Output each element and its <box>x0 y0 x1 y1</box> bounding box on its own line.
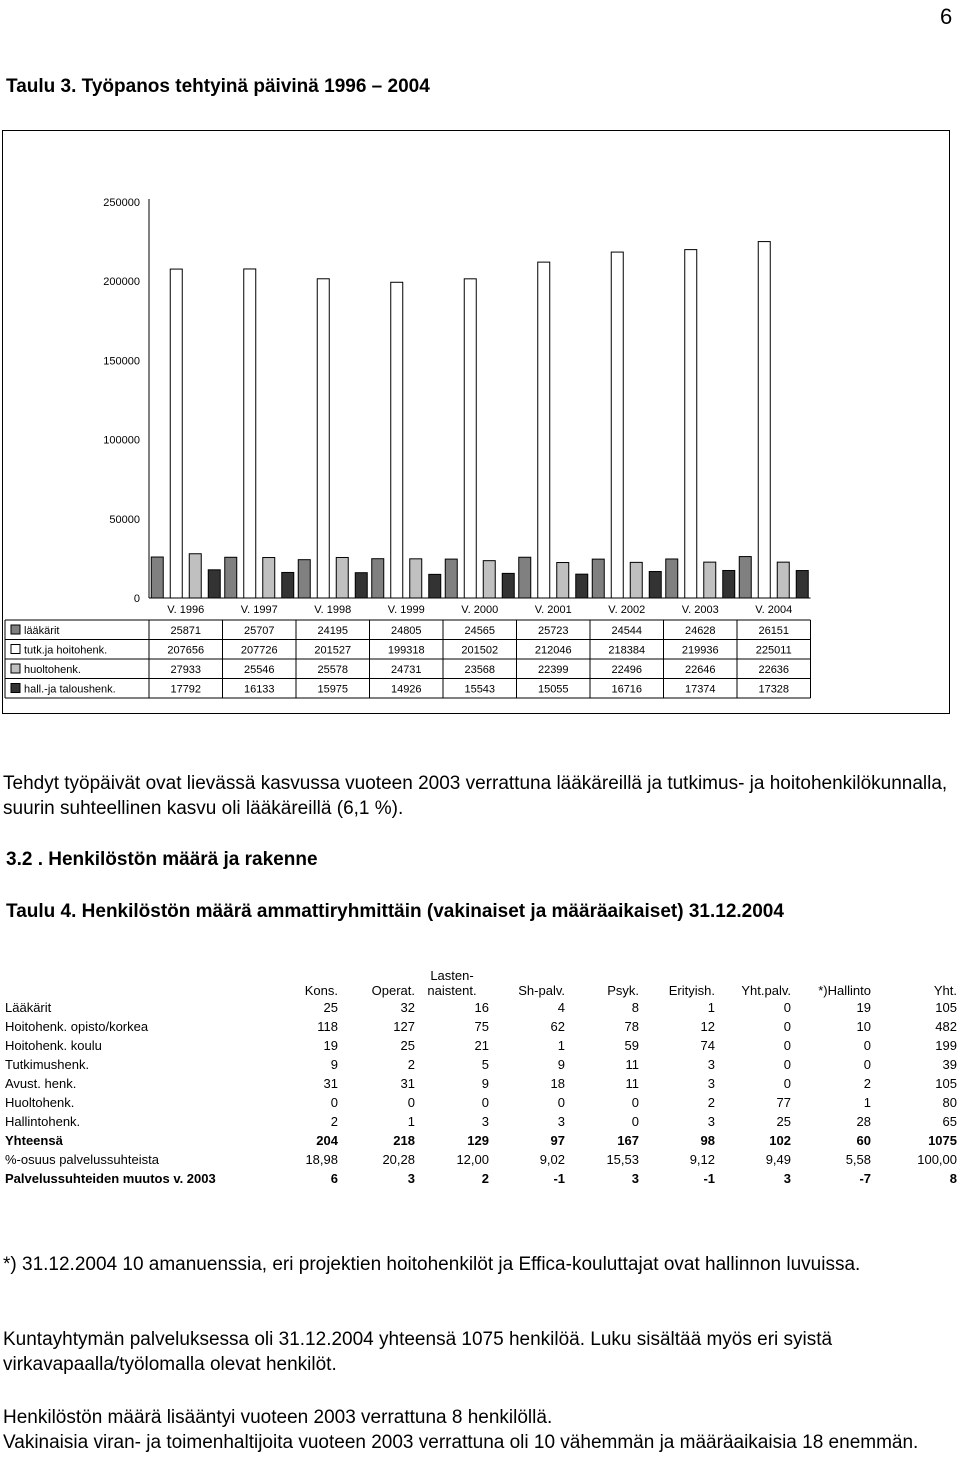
chart-frame <box>2 130 950 714</box>
table-cell: 60 <box>856 1133 871 1148</box>
table-cell: 9,12 <box>689 1152 715 1167</box>
bar-4-7 <box>649 572 661 598</box>
bar-1-3 <box>298 560 310 598</box>
table-cell: 0 <box>330 1095 338 1110</box>
table-cell: 97 <box>550 1133 565 1148</box>
table-cell: 2 <box>707 1095 715 1110</box>
table-cell: 74 <box>700 1038 715 1053</box>
header-cell: Yht. <box>933 983 957 998</box>
table-cell: 0 <box>557 1095 565 1110</box>
table-cell: 20,28 <box>382 1152 415 1167</box>
table-cell: 39 <box>942 1057 957 1072</box>
table-cell: 218 <box>393 1133 415 1148</box>
data-label: 199318 <box>387 644 425 657</box>
data-label: 15975 <box>317 683 349 696</box>
bar-4-1 <box>208 570 220 598</box>
data-label: 22496 <box>611 664 643 676</box>
header-cell: Erityish. <box>668 983 715 998</box>
table-cell: 9 <box>330 1057 338 1072</box>
bar-4-8 <box>723 570 735 598</box>
table-cell: 3 <box>407 1171 415 1186</box>
legend-label: huoltohenk. <box>24 664 81 676</box>
table-cell: 25 <box>776 1114 791 1129</box>
table-cell: 0 <box>481 1095 489 1110</box>
data-label: 218384 <box>608 644 646 657</box>
table-cell: 21 <box>474 1038 489 1053</box>
data-label: 25546 <box>243 664 275 676</box>
data-label: 25578 <box>317 664 349 676</box>
table-cell: 9,49 <box>765 1152 791 1167</box>
bar-3-9 <box>777 562 789 598</box>
table-cell: 75 <box>474 1019 489 1034</box>
table-cell: 31 <box>400 1076 415 1091</box>
table-row <box>5 1150 957 1169</box>
bar-3-2 <box>263 558 275 598</box>
table-cell: 102 <box>769 1133 791 1148</box>
table-cell: 0 <box>783 1019 791 1034</box>
table-cell: 3 <box>481 1114 489 1129</box>
table-cell: 32 <box>400 1000 415 1015</box>
table-cell: 6 <box>330 1171 338 1186</box>
table-cell: 12 <box>700 1019 715 1034</box>
table-cell: 19 <box>856 1000 871 1015</box>
bar-3-4 <box>410 559 422 598</box>
bar-4-9 <box>796 571 808 598</box>
bar-4-2 <box>282 572 294 598</box>
row-label: Avust. henk. <box>5 1076 77 1091</box>
table-cell: 9 <box>557 1057 565 1072</box>
table-cell: 129 <box>467 1133 489 1148</box>
paragraph-staff-total: Kuntayhtymän palveluksessa oli 31.12.2004 yhteensä 1075 henkilöä. Luku sisältää myös eri syistä virkavapaalla/työlomalla olevat henkilöt. <box>3 1329 833 1375</box>
legend-label: hall.-ja taloushenk. <box>24 683 116 696</box>
table-cell: 12,00 <box>456 1152 489 1167</box>
paragraph-permanent-temporary: Vakinaisia viran- ja toimenhaltijoita vuoteen 2003 verrattuna oli 10 vähemmän ja määräaikaisia 18 enemmän. <box>3 1432 919 1453</box>
header-cell: Psyk. <box>607 983 639 998</box>
bar-3-7 <box>630 562 642 598</box>
header-cell: Operat. <box>371 983 415 998</box>
bar-2-1 <box>170 269 182 598</box>
table-cell: 28 <box>856 1114 871 1129</box>
data-label: 15543 <box>464 683 496 696</box>
data-label: 212046 <box>534 644 572 657</box>
data-label: 17328 <box>758 683 790 696</box>
legend-key-1 <box>11 625 20 634</box>
data-label: 24805 <box>390 625 422 637</box>
table-cell: 4 <box>557 1000 565 1015</box>
table-cell: -7 <box>859 1171 871 1186</box>
table-row <box>5 1112 957 1131</box>
table-cell: 9 <box>481 1076 489 1091</box>
bar-2-8 <box>685 250 697 598</box>
row-label: Hoitohenk. koulu <box>5 1038 102 1053</box>
bar-4-6 <box>576 574 588 598</box>
table-cell: 15,53 <box>606 1152 639 1167</box>
header-cell: Sh-palv. <box>518 983 565 998</box>
y-tick-label: 0 <box>133 593 140 605</box>
data-label: 17374 <box>684 683 716 696</box>
paragraph-workdays: Tehdyt työpäivät ovat lievässä kasvussa vuoteen 2003 verrattuna lääkäreillä ja tutkimus- ja hoitohenkilökunnalla, suurin suhteellinen kasvu oli lääkäreillä (6,1 %). <box>3 773 948 819</box>
data-label: 26151 <box>758 625 790 637</box>
table-cell: 0 <box>863 1057 871 1072</box>
data-label: 24195 <box>317 625 349 637</box>
legend-label: tutk.ja hoitohenk. <box>24 644 108 657</box>
table-cell: 1 <box>407 1114 415 1129</box>
data-label: 25707 <box>243 625 275 637</box>
row-label: Lääkärit <box>5 1000 52 1015</box>
row-label: Palvelussuhteiden muutos v. 2003 <box>5 1171 216 1186</box>
x-tick-label: V. 1996 <box>167 604 205 616</box>
row-label: %-osuus palvelussuhteista <box>5 1152 159 1167</box>
table-cell: 2 <box>863 1076 871 1091</box>
data-label: 22636 <box>758 664 790 676</box>
data-label: 225011 <box>755 644 792 657</box>
bar-4-4 <box>429 574 441 598</box>
table-cell: 5 <box>481 1057 489 1072</box>
row-label: Hallintohenk. <box>5 1114 81 1129</box>
table-cell: 0 <box>783 1057 791 1072</box>
data-label: 207656 <box>167 644 205 657</box>
x-tick-label: V. 2004 <box>755 604 793 616</box>
table-cell: 8 <box>949 1171 957 1186</box>
data-label: 16716 <box>611 683 643 696</box>
paragraph-staff-increase: Henkilöstön määrä lisääntyi vuoteen 2003 verrattuna 8 henkilöllä. <box>3 1407 553 1428</box>
bar-chart <box>3 131 949 713</box>
bar-1-6 <box>519 557 531 598</box>
table-cell: 3 <box>783 1171 791 1186</box>
table-row <box>5 1036 957 1055</box>
table-cell: 204 <box>316 1133 338 1148</box>
bar-4-5 <box>502 573 514 598</box>
legend-key-3 <box>11 664 20 673</box>
row-label: Tutkimushenk. <box>5 1057 90 1072</box>
bar-2-7 <box>611 252 623 598</box>
table-cell: 19 <box>323 1038 338 1053</box>
bar-3-5 <box>483 561 495 598</box>
table-cell: 77 <box>776 1095 791 1110</box>
x-tick-label: V. 2000 <box>461 604 499 616</box>
table-cell: 167 <box>617 1133 639 1148</box>
table-cell: 3 <box>631 1171 639 1186</box>
footnote: *) 31.12.2004 10 amanuenssia, eri projektien hoitohenkilöt ja Effica-kouluttajat ovat hallinnon luvuissa. <box>3 1254 861 1275</box>
bar-1-1 <box>151 557 163 598</box>
table-cell: 8 <box>631 1000 639 1015</box>
table-cell: 0 <box>631 1114 639 1129</box>
table-cell: 5,58 <box>845 1152 871 1167</box>
x-tick-label: V. 2003 <box>681 604 719 616</box>
bar-2-4 <box>391 282 403 598</box>
table-cell: 118 <box>317 1019 338 1034</box>
row-label: Huoltohenk. <box>5 1095 75 1110</box>
staff-table <box>5 968 957 1188</box>
y-tick-label: 250000 <box>103 197 140 209</box>
table-cell: 0 <box>783 1000 791 1015</box>
legend-key-4 <box>11 684 20 693</box>
bar-4-3 <box>355 573 367 598</box>
y-tick-label: 100000 <box>103 434 140 447</box>
bar-1-8 <box>666 559 678 598</box>
table3-title: Taulu 3. Työpanos tehtyinä päivinä 1996 – 2004 <box>6 76 430 97</box>
x-tick-label: V. 2002 <box>608 604 646 616</box>
data-label: 24544 <box>611 625 643 637</box>
x-tick-label: V. 1999 <box>387 604 425 616</box>
bar-3-8 <box>704 562 716 598</box>
data-label: 207726 <box>240 644 278 657</box>
table-cell: 31 <box>323 1076 338 1091</box>
table-cell: 3 <box>707 1057 715 1072</box>
table-cell: 16 <box>474 1000 489 1015</box>
x-tick-label: V. 1997 <box>240 604 278 616</box>
data-label: 201527 <box>314 644 352 657</box>
bar-2-6 <box>538 262 550 598</box>
data-label: 24565 <box>464 625 496 637</box>
table-cell: 127 <box>393 1019 415 1034</box>
table-cell: 80 <box>942 1095 957 1110</box>
table-cell: 78 <box>624 1019 639 1034</box>
table-cell: 3 <box>557 1114 565 1129</box>
section-heading: 3.2 . Henkilöstön määrä ja rakenne <box>6 849 318 870</box>
table-cell: 2 <box>407 1057 415 1072</box>
data-label: 24628 <box>684 625 716 637</box>
table-row <box>5 1169 957 1188</box>
data-label: 22399 <box>537 664 569 676</box>
table-cell: 0 <box>783 1076 791 1091</box>
table-cell: 2 <box>330 1114 338 1129</box>
header-cell: Lasten- naistent. <box>427 968 477 998</box>
header-cell: Yht.palv. <box>741 983 791 998</box>
table-cell: 98 <box>700 1133 715 1148</box>
table-cell: 1075 <box>928 1133 957 1148</box>
x-tick-label: V. 1998 <box>314 604 352 616</box>
table-cell: 25 <box>323 1000 338 1015</box>
table-cell: 59 <box>624 1038 639 1053</box>
bar-1-5 <box>445 559 457 598</box>
table-cell: 11 <box>625 1076 639 1091</box>
table-row <box>5 1131 957 1150</box>
table-cell: 1 <box>557 1038 565 1053</box>
bar-2-2 <box>244 269 256 598</box>
bar-2-3 <box>317 279 329 598</box>
table-row <box>5 1055 957 1074</box>
data-label: 219936 <box>681 644 719 657</box>
header-cell-blank <box>5 968 265 998</box>
table-cell: 9,02 <box>539 1152 565 1167</box>
table-cell: 0 <box>631 1095 639 1110</box>
legend-key-2 <box>11 645 20 654</box>
table-cell: 11 <box>625 1057 639 1072</box>
table-cell: 65 <box>942 1114 957 1129</box>
table-cell: 100,00 <box>917 1152 957 1167</box>
page-number: 6 <box>940 4 953 29</box>
table-cell: 199 <box>935 1038 957 1053</box>
table-header-row <box>5 968 957 998</box>
table-cell: 62 <box>550 1019 565 1034</box>
table-cell: 1 <box>863 1095 871 1110</box>
x-tick-label: V. 2001 <box>534 604 572 616</box>
table-cell: 0 <box>783 1038 791 1053</box>
y-tick-label: 200000 <box>103 276 140 289</box>
bar-3-3 <box>336 557 348 598</box>
table-cell: 105 <box>935 1076 957 1091</box>
table-cell: -1 <box>703 1171 715 1186</box>
table-cell: 482 <box>935 1019 957 1034</box>
data-label: 16133 <box>243 683 275 696</box>
bar-3-6 <box>557 563 569 598</box>
header-cell: *)Hallinto <box>818 983 871 998</box>
table-row <box>5 1074 957 1093</box>
data-label: 201502 <box>461 644 499 657</box>
legend-label: lääkärit <box>24 625 60 637</box>
data-label: 15055 <box>537 683 569 696</box>
bar-2-9 <box>758 242 770 598</box>
data-label: 24731 <box>390 664 422 676</box>
bar-1-9 <box>739 557 751 598</box>
data-label: 22646 <box>684 664 716 676</box>
table-cell: 2 <box>481 1171 489 1186</box>
table4-title: Taulu 4. Henkilöstön määrä ammattiryhmittäin (vakinaiset ja määräaikaiset) 31.12.2004 <box>6 901 784 922</box>
data-label: 27933 <box>170 664 202 676</box>
table-cell: 3 <box>707 1076 715 1091</box>
table-cell: 105 <box>935 1000 957 1015</box>
data-label: 14926 <box>390 683 422 696</box>
bar-1-4 <box>372 559 384 598</box>
bar-2-5 <box>464 279 476 598</box>
row-label: Hoitohenk. opisto/korkea <box>5 1019 149 1034</box>
table-row <box>5 1017 957 1036</box>
table-cell: 0 <box>407 1095 415 1110</box>
bar-1-7 <box>592 559 604 598</box>
data-label: 23568 <box>464 664 496 676</box>
data-label: 17792 <box>170 683 202 696</box>
table-cell: -1 <box>553 1171 565 1186</box>
table-cell: 18 <box>550 1076 565 1091</box>
table-cell: 1 <box>707 1000 715 1015</box>
data-label: 25723 <box>537 625 569 637</box>
table-row <box>5 1093 957 1112</box>
table-cell: 3 <box>707 1114 715 1129</box>
table-cell: 0 <box>863 1038 871 1053</box>
bar-3-1 <box>189 554 201 598</box>
y-tick-label: 50000 <box>109 513 140 526</box>
table-cell: 10 <box>856 1019 871 1034</box>
table-cell: 25 <box>400 1038 415 1053</box>
data-label: 25871 <box>170 625 202 637</box>
header-cell: Kons. <box>304 983 338 998</box>
y-tick-label: 150000 <box>103 355 140 368</box>
table-row <box>5 998 957 1017</box>
row-label: Yhteensä <box>5 1133 63 1148</box>
bar-1-2 <box>225 557 237 598</box>
table-cell: 18,98 <box>305 1152 338 1167</box>
